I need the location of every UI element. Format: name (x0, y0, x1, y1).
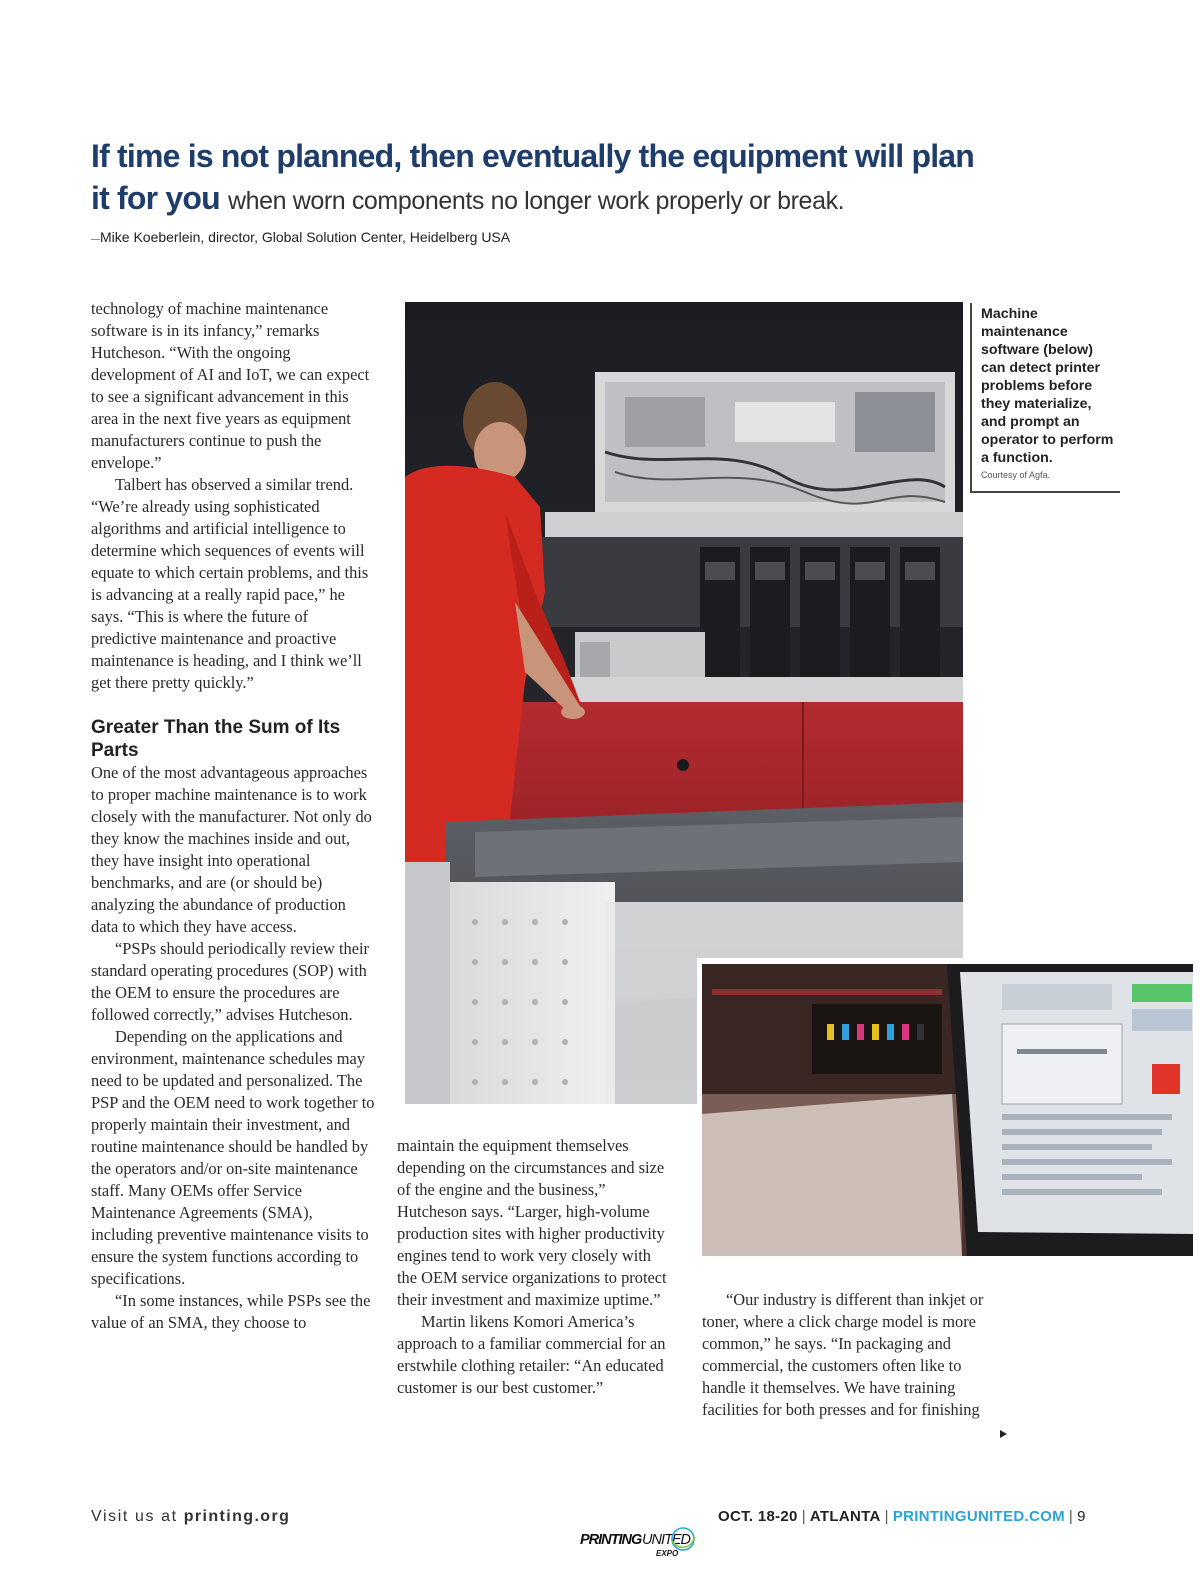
footer-site-link[interactable]: printing.org (183, 1508, 291, 1525)
paragraph: “Our industry is different than inkjet or toner, where a click charge model is more common,” he says. “In packaging and commercial, the customers often like to handle it themselves. We have training facilities for both presses and for finishing (702, 1290, 984, 1419)
logo-word-expo: EXPO (656, 1549, 679, 1558)
quote-attribution (91, 229, 510, 245)
paragraph: One of the most advantageous approaches to proper machine maintenance is to work closely with the manufacturer. Not only do they know the machines inside and out, they have insight into operational benchmarks, and are (or should be) analyzing the abundance of production data to which they have access. (91, 763, 372, 936)
pull-quote-rest: when worn components no longer work properly or break. (227, 187, 845, 215)
event-website-link[interactable]: PRINTINGUNITED.COM (892, 1508, 1065, 1525)
logo-word-united: UNITED (642, 1532, 690, 1548)
paragraph: “PSPs should periodically review their standard operating procedures (SOP) with the OEM to ensure the procedures are followed correctly,” advises Hutcheson. (91, 939, 370, 1024)
event-dates: OCT. 18-20 (718, 1508, 798, 1525)
attribution-text: Mike Koeberlein, director, Global Solution Center, Heidelberg USA (100, 229, 511, 245)
maintenance-software-photo (697, 958, 1193, 1258)
footer-visit-prefix: Visit us at (91, 1508, 178, 1525)
article-column-2 (397, 1135, 667, 1399)
paragraph: Martin likens Komori America’s approach to a familiar commercial for an erstwhile clothing retailer: “An educated customer is our best customer.” (397, 1312, 666, 1397)
event-city: ATLANTA (809, 1508, 881, 1525)
pull-quote-line-2 (91, 177, 991, 222)
paragraph: technology of machine maintenance software is in its infancy,” remarks Hutcheson. “With the ongoing development of AI and IoT, we can expect to see a significant advancement in this area in the next five years as equipment manufacturers continue to push the envelope.” (91, 299, 370, 472)
paragraph: “In some instances, while PSPs see the value of an SMA, they choose to (91, 1291, 371, 1332)
caption-text: Machine maintenance software (below) can detect printer problems before they materialize, and prompt an operator to perform a function. (981, 306, 1114, 466)
article-column-3 (702, 1289, 987, 1421)
pull-quote (91, 135, 991, 222)
paragraph: Talbert has observed a similar trend. “We’re already using sophisticated algorithms and artificial intelligence to determine which sequences of events will equate to which certain problems, and this is advancing at a really rapid pace,” he says. “This is where the future of predictive maintenance and proactive maintenance is heading, and I think we’ll get there pretty quickly.” (91, 475, 369, 692)
photo-caption (970, 303, 1120, 493)
page-number: 9 (1077, 1508, 1086, 1525)
photo-credit: Courtesy of Agfa. (981, 470, 1051, 480)
paragraph: Depending on the applications and environment, maintenance schedules may need to be updated and personalized. The PSP and the OEM need to work together to properly maintain their investment, and routine maintenance should be handled by the operators and/or on-site maintenance staff. Many OEMs offer Service Maintenance Agreements (SMA), including preventive maintenance visits to ensure the system functions according to specifications. (91, 1027, 375, 1288)
attribution-dash: — (91, 233, 100, 244)
printing-united-expo-logo (580, 1523, 705, 1559)
footer-visit (91, 1508, 290, 1526)
continue-arrow-icon (1000, 1430, 1007, 1438)
pull-quote-line-1: If time is not planned, then eventually the equipment will plan (91, 138, 975, 174)
software-screen-image (702, 964, 1193, 1256)
logo-word-printing: PRINTING (580, 1532, 642, 1548)
footer-event-info: OCT. 18-20 | ATLANTA | PRINTINGUNITED.COM | 9 (718, 1508, 1086, 1525)
section-subhead: Greater Than the Sum of Its Parts (91, 717, 341, 761)
pull-quote-bold: it for you (91, 180, 220, 216)
article-column-1 (91, 298, 376, 1334)
paragraph: maintain the equipment themselves depending on the circumstances and size of the engine and the business,” Hutcheson says. “Larger, high-volume production sites with higher productivity engines tend to work very closely with the OEM service organizations to protect their investment and maximize uptime.” (397, 1136, 667, 1309)
